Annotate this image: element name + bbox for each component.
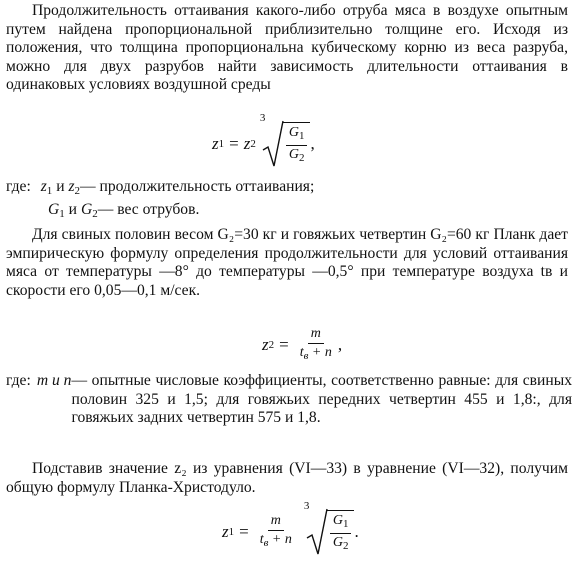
paragraph-plank: Для свиных половин весом G₂=30 кг и говяжьих четвертин G₂=60 кг Планк дает эмпирическую формулу определения продолжительности для условий оттаивания мяса от температуры —8° до температуры —0,5° при температуре воздуха tв и скорости его 0,05—0,1 м/сек. bbox=[6, 226, 568, 299]
formula-plank-christodulo: z 1 = $\frac{m}{t_в + n}$ 3 $\frac{G_1}{G_2}$ . bbox=[222, 508, 359, 556]
formula-plank: z 2 = $\frac{m}{t_в + n}$ , bbox=[262, 326, 343, 362]
fraction-m-over-t-plus-n-2: $\frac{m}{t_в + n}$ bbox=[259, 513, 292, 549]
definitions-1: где: $z_1$ и $z_2—$ продолжительность оттаивания; $G_1$ и $G_2—$ вес отрубов. bbox=[6, 178, 315, 220]
fraction-g1-g2: $\frac{G_1}{G_2}$ bbox=[286, 125, 308, 166]
paragraph-intro: Продолжительность оттаивания какого-либо отруба мяса в воздухе опытным путем найдена пропорциональной приблизительно толщине его. Исходя из положения, что толщина пропорциональна кубическому корню из веса разруба, можно для двух разрубов найти зависимость длительности оттаивания в одинаковых условиях воздушной среды bbox=[6, 2, 568, 94]
cube-root: 3 $\frac{G_1}{G_2}$ bbox=[262, 120, 311, 168]
cube-root-2: 3 $\frac{G_1}{G_2}$ bbox=[306, 508, 355, 556]
fraction-g1-g2-2: $\frac{G_1}{G_2}$ bbox=[330, 513, 352, 554]
definitions-2: где: m и n — опытные числовые коэффициенты, соответственно равные: для свиных половин 325 и 1,5; для говяжьих передних четвертин 455 и 1,8:, для говяжьих задних четвертин 575 и 1,8. bbox=[6, 372, 572, 427]
formula-ratio: z 1 = z 2 3 $\frac{G_1}{G_2}$ , bbox=[212, 120, 315, 168]
paragraph-substitution: Подставив значение z₂ из уравнения (VI—33) в уравнение (VI—32), получим общую формулу Планка-Христодуло. bbox=[6, 460, 568, 496]
fraction-m-over-t-plus-n: $\frac{m}{t_в + n}$ bbox=[299, 326, 332, 362]
